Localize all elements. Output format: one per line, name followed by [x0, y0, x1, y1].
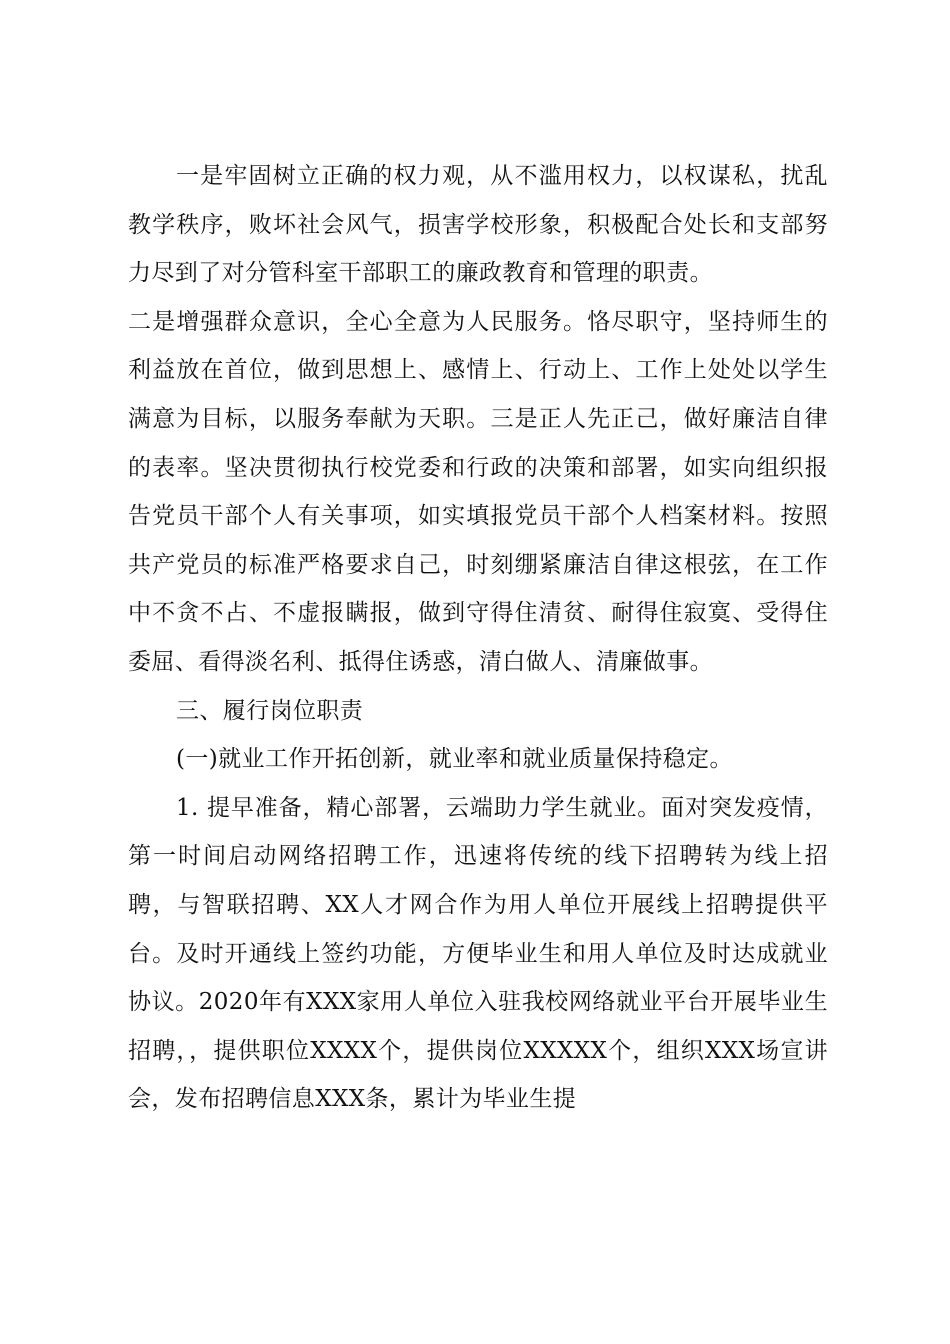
subsection-heading-employment: (一)就业工作开拓创新，就业率和就业质量保持稳定。 [176, 746, 733, 773]
document-body [128, 152, 828, 1124]
section-heading-job-duties: 三、履行岗位职责 [176, 697, 364, 724]
paragraph-online-recruitment: 1. 提早准备，精心部署，云端助力学生就业。面对突发疫情，第一时间启动网络招聘工作，迅速将传统的线下招聘转为线上招聘，与智联招聘、XX人才网合作为用人单位开展线上招聘提供平台。及时开通线上签约功能，方便毕业生和用人单位及时达成就业协议。2020年有XXX家用人单位入驻我校网络就业平台开展毕业生招聘，，提供职位XXXX个，提供岗位XXXXX个，组织XXX场宣讲会，发布招聘信息XXX条，累计为毕业生提 [128, 794, 828, 1113]
paragraph-serve-people: 二是增强群众意识，全心全意为人民服务。恪尽职守，坚持师生的利益放在首位，做到思想上、感情上、行动上、工作上处处以学生满意为目标，以服务奉献为天职。三是正人先正己，做好廉洁自律的表率。坚决贯彻执行校党委和行政的决策和部署，如实向组织报告党员干部个人有关事项，如实填报党员干部个人档案材料。按照共产党员的标准严格要求自己，时刻绷紧廉洁自律这根弦，在工作中不贪不占、不虚报瞒报，做到守得住清贫、耐得住寂寞、受得住委屈、看得淡名利、抵得住诱惑，清白做人、清廉做事。 [128, 308, 828, 675]
paragraph-integrity-awareness: 一是牢固树立正确的权力观，从不滥用权力，以权谋私，扰乱教学秩序，败坏社会风气，损害学校形象，积极配合处长和支部努力尽到了对分管科室干部职工的廉政教育和管理的职责。 [128, 163, 828, 287]
